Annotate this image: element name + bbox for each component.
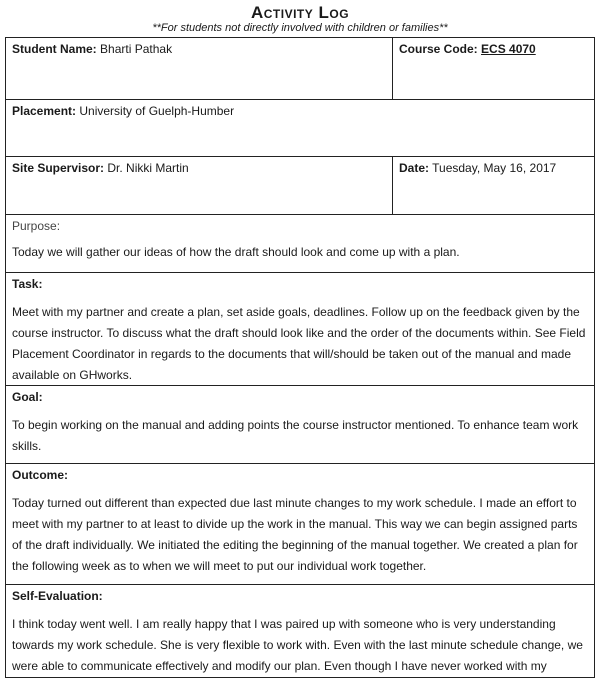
outcome-text: Today turned out different than expected due last minute changes to my work schedule. I made an effort to meet with my partner to at least to divide up the work in the manual. This way we can begin assigned parts of the draft individually. We initiated the editing the beginning of the manual together. We created a plan for the following week as to when we will meet to put our individual work together. (12, 496, 578, 573)
self-evaluation-text: I think today went well. I am really happy that I was paired up with someone who is very understanding towards my work schedule. She is very flexible to work with. Even with the last minute schedule change, we were able to communicate effectively and modify our plan. Even though I have never worked with my (12, 617, 583, 673)
activity-log-table (5, 37, 595, 678)
supervisor-row (6, 157, 594, 215)
placement-value: University of Guelph-Humber (79, 104, 235, 118)
site-supervisor-label: Site Supervisor: (12, 161, 105, 175)
document-title: Activity Log (250, 3, 350, 22)
student-name-cell (6, 38, 393, 99)
self-evaluation-label: Self-Evaluation: (12, 589, 103, 603)
goal-cell (6, 386, 594, 463)
self-evaluation-row (6, 585, 594, 677)
purpose-row (6, 215, 594, 273)
placement-label: Placement: (12, 104, 77, 118)
date-value: Tuesday, May 16, 2017 (432, 161, 557, 175)
document-subtitle: **For students not directly involved with children or families** (152, 22, 448, 34)
placement-cell (6, 100, 594, 156)
course-code-value: ECS 4070 (481, 42, 536, 56)
date-label: Date: (399, 161, 430, 175)
self-evaluation-cell (6, 585, 594, 677)
date-cell (393, 157, 594, 214)
goal-label: Goal: (12, 390, 43, 404)
purpose-cell (6, 215, 594, 272)
purpose-text: Today we will gather our ideas of how the draft should look and come up with a plan. (12, 245, 460, 259)
student-row (6, 38, 594, 100)
goal-text: To begin working on the manual and adding points the course instructor mentioned. To enhance team work skills. (12, 418, 579, 453)
student-name-value: Bharti Pathak (100, 42, 173, 56)
task-cell (6, 273, 594, 385)
site-supervisor-value: Dr. Nikki Martin (107, 161, 189, 175)
outcome-row (6, 464, 594, 585)
course-code-label: Course Code: (399, 42, 478, 56)
task-row (6, 273, 594, 386)
outcome-label: Outcome: (12, 468, 69, 482)
outcome-cell (6, 464, 594, 584)
task-label: Task: (12, 277, 43, 291)
site-supervisor-cell (6, 157, 393, 214)
placement-row (6, 100, 594, 157)
purpose-label: Purpose: (12, 219, 61, 233)
task-text: Meet with my partner and create a plan, set aside goals, deadlines. Follow up on the feedback given by the course instructor. To discuss what the draft should look like and the order of the documents within. See Field Placement Coordinator in regards to the documents that will/should be taken out of the manual and made available on GHworks. (12, 305, 586, 382)
course-code-cell (393, 38, 594, 99)
student-name-label: Student Name: (12, 42, 97, 56)
goal-row (6, 386, 594, 464)
